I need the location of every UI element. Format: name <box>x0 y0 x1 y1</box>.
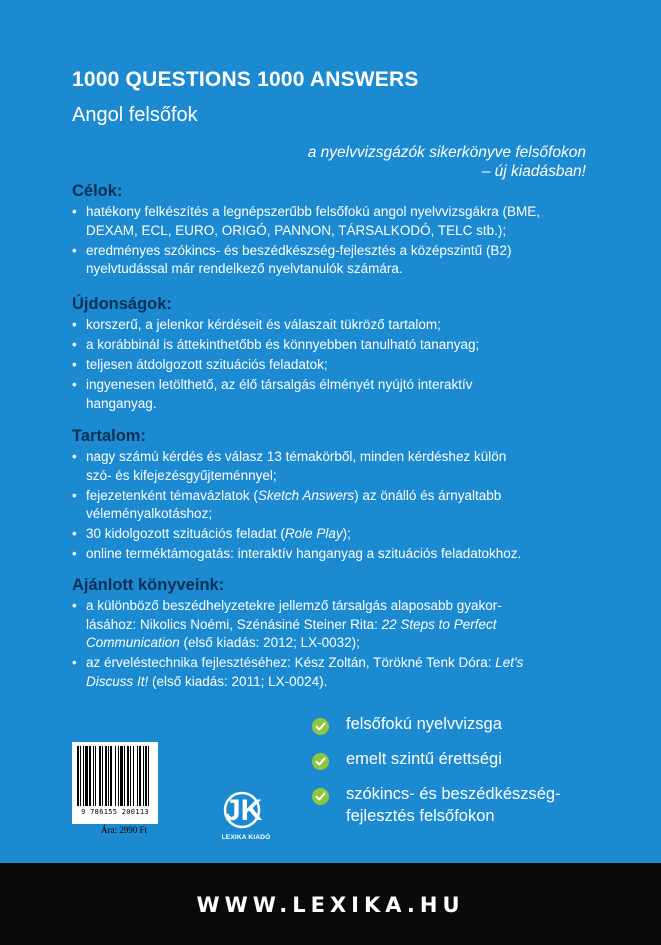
barcode-bar <box>137 746 138 806</box>
book-subtitle: Angol felsőfok <box>72 104 198 126</box>
barcode-bar <box>127 746 129 806</box>
book-title: 1000 QUESTIONS 1000 ANSWERS <box>72 68 419 91</box>
section-tartalom <box>72 426 592 565</box>
check-circle-icon <box>312 753 329 770</box>
barcode-bar <box>139 746 141 806</box>
barcode <box>72 742 158 824</box>
section-heading: Ajánlott könyveink: <box>72 576 225 594</box>
barcode-bar <box>120 746 123 806</box>
barcode-bar <box>93 746 94 806</box>
barcode-bar <box>110 746 112 806</box>
check-circle-icon <box>312 788 329 805</box>
barcode-bar <box>108 746 109 806</box>
section-celok <box>72 181 592 280</box>
list-item: • nagy számú kérdés és válasz 13 témakörből, minden kérdéshez külön szó- és kifejezésgyűjteménnyel; <box>72 448 592 485</box>
barcode-bar <box>89 746 91 806</box>
barcode-bar <box>143 746 144 806</box>
checklist-item-continued: fejlesztés felsőfokon <box>346 807 495 825</box>
check-circle-icon <box>312 718 329 735</box>
barcode-bar <box>148 746 149 806</box>
barcode-bar <box>77 746 79 806</box>
barcode-bar <box>124 746 125 806</box>
tagline-line-1: a nyelvvizsgázók sikerkönyve felsőfokon <box>307 144 586 161</box>
section-ujdonsagok <box>72 294 592 415</box>
section-ajanlott <box>72 575 592 693</box>
list-item: • hatékony felkészítés a legnépszerűbb felsőfokú angol nyelvvizsgákra (BME, DEXAM, ECL, EURO, ORIGÓ, PANNON, TÁRSALKODÓ, TELC stb.); <box>72 203 592 240</box>
barcode-bars <box>76 746 154 806</box>
barcode-bar <box>145 746 147 806</box>
barcode-bar <box>105 746 107 806</box>
barcode-bar <box>118 746 119 806</box>
price-label: Ára: 2990 Ft <box>101 825 147 835</box>
barcode-bar <box>133 746 134 806</box>
list-item: • korszerű, a jelenkor kérdéseit és válaszait tükröző tartalom; <box>72 316 592 335</box>
barcode-bar <box>80 746 81 806</box>
checklist-item: felsőfokú nyelvvizsga <box>346 715 502 733</box>
list-item: • teljesen átdolgozott szituációs feladatok; <box>72 356 592 375</box>
barcode-bar <box>83 746 84 806</box>
list-item: • a korábbinál is áttekinthetőbb és könnyebben tanulható tananyag; <box>72 336 592 355</box>
list-item: • ingyenesen letölthető, az élő társalgás élményét nyújtó interaktív hanganyag. <box>72 376 592 413</box>
list-item: • az érveléstechnika fejlesztéséhez: Kész Zoltán, Törökné Tenk Dóra: Let's Discuss It! (első kiadás: 2011; LX-0024). <box>72 654 592 691</box>
list-item: • 30 kidolgozott szituációs feladat (Role Play); <box>72 525 592 544</box>
checklist-item: emelt szintű érettségi <box>346 750 502 768</box>
barcode-bar <box>95 746 96 806</box>
section-heading: Újdonságok: <box>72 295 172 313</box>
list-item: • eredményes szókincs- és beszédkészség-fejlesztés a középszintű (B2) nyelvtudással már rendelkező nyelvtanulók számára. <box>72 242 592 279</box>
checklist-item: szókincs- és beszédkészség- <box>346 785 561 803</box>
website-link[interactable]: WWW.LEXIKA.HU <box>196 893 465 917</box>
section-heading: Tartalom: <box>72 427 146 445</box>
barcode-bar <box>115 746 116 806</box>
barcode-bar <box>99 746 101 806</box>
section-heading: Célok: <box>72 182 123 200</box>
svg-text:JK: JK <box>224 794 263 827</box>
barcode-number: 9 786155 200113 <box>81 808 149 816</box>
barcode-bar <box>85 746 88 806</box>
publisher-name: LEXIKA KIADÓ <box>221 834 271 841</box>
footer-bar <box>0 863 661 945</box>
list-item: • fejezetenként témavázlatok (Sketch Answers) az önálló és árnyaltabb véleményalkotáshoz; <box>72 487 592 524</box>
barcode-bar <box>130 746 131 806</box>
tagline <box>308 143 586 181</box>
list-item: • online terméktámogatás: interaktív hanganyag a szituációs feladatokhoz. <box>72 545 592 564</box>
barcode-bar <box>102 746 103 806</box>
tagline-line-2: – új kiadásban! <box>481 163 586 180</box>
list-item: • a különböző beszédhelyzetekre jellemző társalgás alaposabb gyakor- lásához: Nikolics Noémi, Szénásiné Steiner Rita: 22 Steps to Perfect Communication (első kiadás: 2012; LX-0032); <box>72 597 592 653</box>
